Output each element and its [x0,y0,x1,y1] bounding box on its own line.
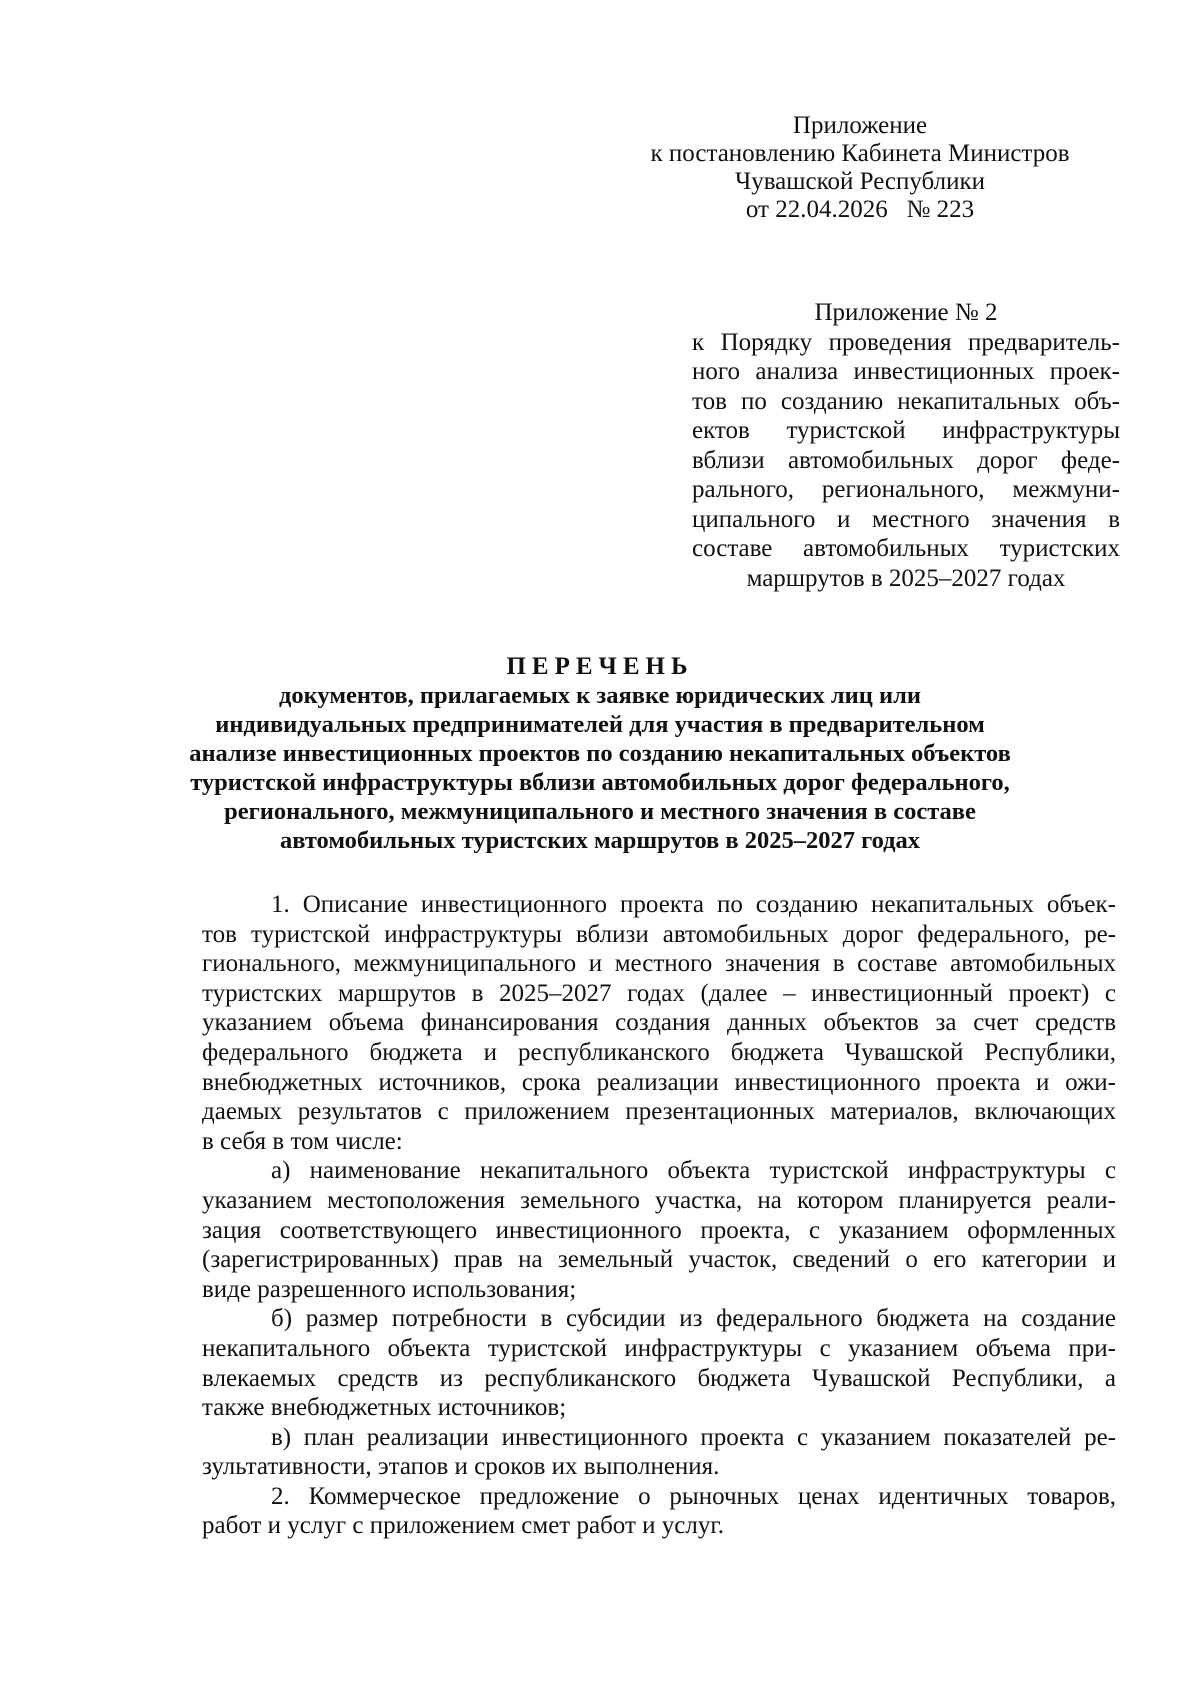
item-1-text: в себя в том числе: [202,1127,403,1155]
document-body [202,890,1116,1541]
heading-line: автомобильных туристских маршрутов в 2025–2027 годах [279,827,921,854]
appendix-2-line: рального, регионального, межмуни- [692,476,1120,503]
item-1-text: туристских маршрутов в 2025–2027 годах (далее – инвестиционный проект) с [202,979,1116,1007]
subitem-b-text: влекаемых средств из республиканского бюджета Чувашской Республики, а [202,1364,1116,1392]
subitem-a-text: зация соответствующего инвестиционного проекта, с указанием оформленных [202,1216,1116,1244]
appendix-title: Приложение [792,112,928,139]
subitem-a-text: виде разрешенного использования; [202,1275,577,1303]
document-heading [130,652,1070,855]
appendix-2-line: вблизи автомобильных дорог феде- [692,446,1120,474]
subitem-v-text: зультативности, этапов и сроков их выполнения. [202,1453,720,1481]
subitem-a-text: (зарегистрированных) прав на земельный участок, сведений о его категории и [202,1246,1116,1274]
item-1-text: федерального бюджета и республиканского бюджета Чувашской Республики, [202,1038,1116,1066]
heading-line: анализе инвестиционных проектов по созданию некапитальных объектов [189,740,1011,767]
item-1-text: 1. Описание инвестиционного проекта по созданию некапитальных объек- [271,891,1116,918]
item-1-text: даемых результатов с приложением презентационных материалов, включающих [202,1098,1116,1126]
item-1-text: тов туристской инфраструктуры вблизи автомобильных дорог федерального, ре- [202,920,1116,948]
appendix-date-number: от 22.04.2026 № 223 [745,196,975,223]
appendix-2-line: ектов туристской инфраструктуры [692,417,1120,444]
heading-line: регионального, межмуниципального и местного значения в составе [224,798,976,825]
item-1-text: указанием объема финансирования создания данных объектов за счет средств [202,1009,1116,1037]
subitem-v-text: в) план реализации инвестиционного проекта с указанием показателей ре- [271,1423,1116,1451]
subitem-a-text: указанием местоположения земельного участка, на котором планируется реали- [202,1186,1116,1214]
subitem-b-text: б) размер потребности в субсидии из федерального бюджета на создание [271,1305,1116,1333]
appendix-line: Чувашской Республики [734,168,986,195]
heading-title: ПЕРЕЧЕНЬ [506,653,694,680]
appendix-2-line: ного анализа инвестиционных проек- [692,358,1120,385]
heading-line: индивидуальных предпринимателей для участия в предварительном [215,711,985,738]
appendix-2-line: к Порядку проведения предваритель- [692,328,1120,356]
appendix-line: к постановлению Кабинета Министров [650,140,1070,167]
item-1-text: гионального, межмуниципального и местного значения в составе автомобильных [202,950,1116,978]
item-2-text: 2. Коммерческое предложение о рыночных ценах идентичных товаров, [271,1482,1116,1510]
subitem-b-text: также внебюджетных источников; [202,1394,567,1422]
heading-line: документов, прилагаемых к заявке юридических лиц или [278,682,921,709]
item-2-text: работ и услуг с приложением смет работ и услуг. [202,1512,725,1540]
appendix-2-line: составе автомобильных туристских [692,535,1120,562]
heading-line: туристской инфраструктуры вблизи автомобильных дорог федерального, [190,769,1010,796]
appendix-2-line: маршрутов в 2025–2027 годах [746,564,1066,592]
subitem-b-text: некапитального объекта туристской инфраструктуры с указанием объема при- [202,1334,1116,1362]
appendix-2-title: Приложение № 2 [814,299,998,326]
appendix-2-header [692,298,1120,593]
appendix-2-line: тов по созданию некапитальных объ- [692,387,1120,415]
appendix-2-line: ципального и местного значения в [692,505,1120,533]
appendix-header [600,112,1120,224]
subitem-a-text: а) наименование некапитального объекта туристской инфраструктуры с [271,1157,1116,1185]
item-1-text: внебюджетных источников, срока реализации инвестиционного проекта и ожи- [202,1068,1116,1096]
